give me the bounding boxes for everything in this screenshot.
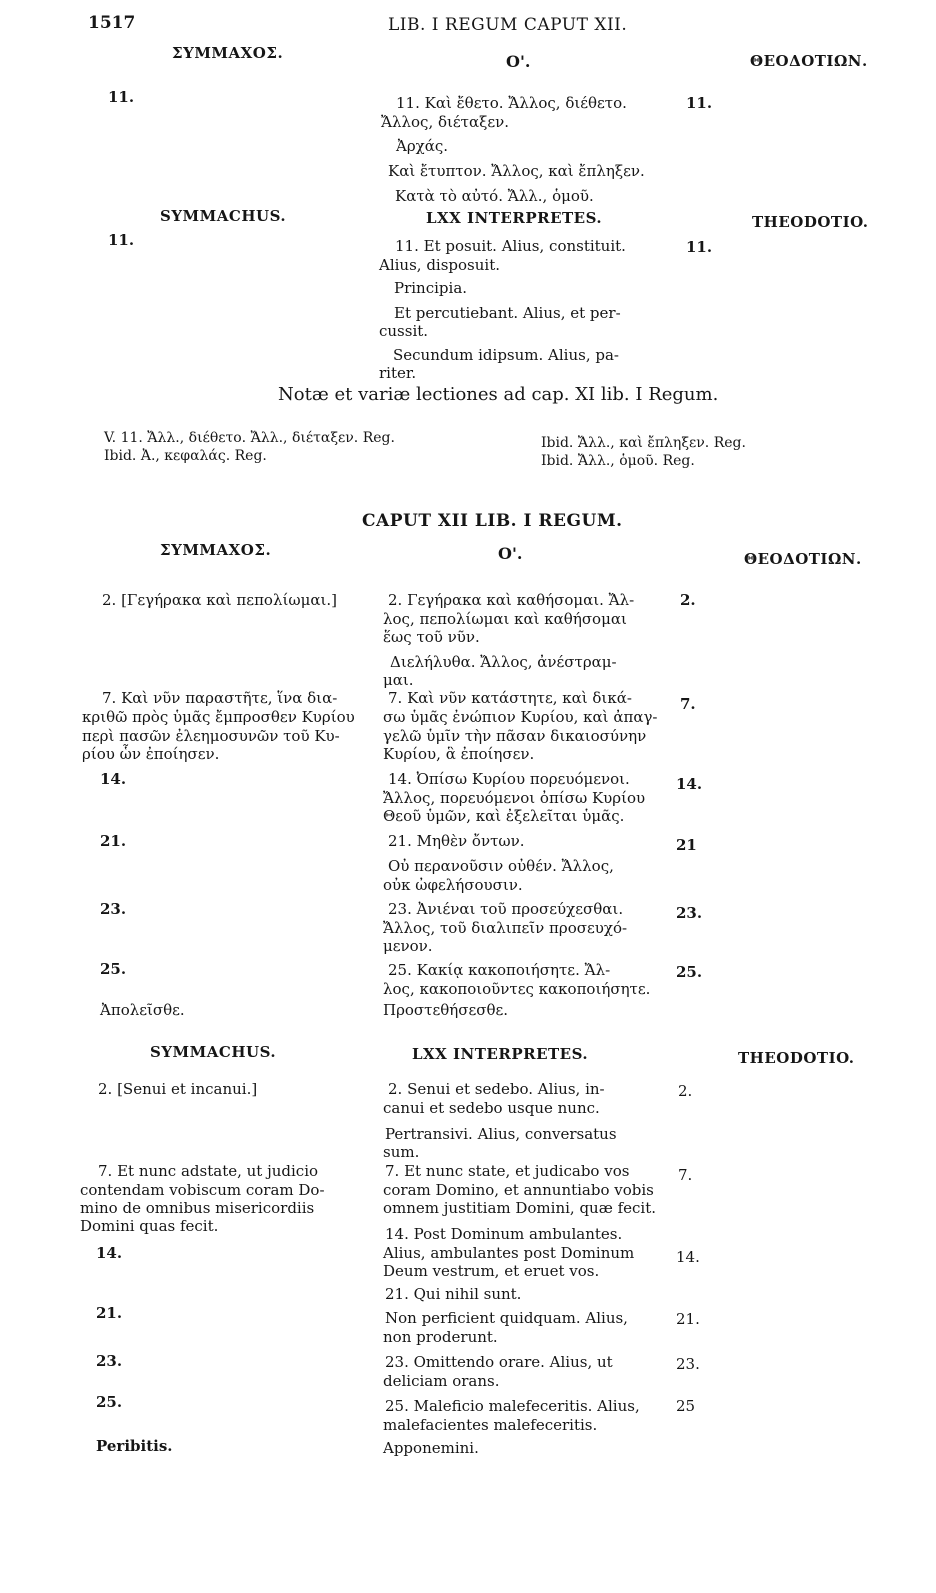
top-latin-line: Principia. [394,279,468,297]
ch-head-lxx-latin: LXX INTERPRETES. [412,1045,589,1063]
greek-sym-line: 7. Καὶ νῦν παραστῆτε, ἵνα δια- [102,689,338,707]
top-latin-sym-verse: 11. [108,231,135,249]
greek-theo-verse: 21 [676,836,697,854]
ch-head-theodotion-latin: THEODOTIO. [738,1049,855,1067]
ch-head-symmachus-latin: SYMMACHUS. [150,1043,277,1061]
ch-head-theodotion-greek: ΘΕΟΔΟΤΙΩΝ. [744,550,862,568]
greek-lxx-line: 23. Ἀνιέναι τοῦ προσεύχεσθαι. [388,900,624,918]
page-number: 1517 [88,13,136,33]
note-left-line: Ibid. Ἀ., κεφαλάς. Reg. [104,448,267,464]
greek-theo-verse: 25. [676,963,703,981]
greek-lxx-line: οὐκ ὠφελήσουσιν. [383,876,523,894]
note-right-line: Ibid. Ἄλλ., ὁμοῦ. Reg. [541,453,695,469]
latin-theo-verse: 23. [676,1355,700,1373]
top-greek-theo-verse: 11. [686,94,713,112]
latin-lxx-line: Pertransivi. Alius, conversatus [385,1125,617,1143]
latin-lxx-line: 14. Post Dominum ambulantes. [385,1225,623,1243]
latin-theo-verse: 14. [676,1248,700,1266]
greek-lxx-line: Ἄλλος, πορευόμενοι ὀπίσω Κυρίου [383,789,646,807]
notes-title: Notæ et variæ lectiones ad cap. XI lib. I Regum. [278,384,719,405]
greek-lxx-line: λος, πεπολίωμαι καὶ καθήσομαι [383,610,627,628]
greek-sym-verse: 21. [100,832,127,850]
greek-sym-verse: 14. [100,770,127,788]
latin-lxx-line: Alius, ambulantes post Dominum [383,1244,635,1262]
greek-lxx-line: 2. Γεγήρακα καὶ καθήσομαι. Ἄλ- [388,591,635,609]
greek-lxx-line: 25. Κακίᾳ κακοποιήσητε. Ἄλ- [388,961,611,979]
latin-lxx-line: Deum vestrum, et eruet vos. [383,1262,600,1280]
latin-theo-verse: 21. [676,1310,700,1328]
ch-head-lxx-greek: Ο'. [498,544,523,563]
latin-sym-line: contendam vobiscum coram Do- [80,1181,325,1199]
note-right-line: Ibid. Ἄλλ., καὶ ἔπληξεν. Reg. [541,435,746,451]
latin-lxx-line: 23. Omittendo orare. Alius, ut [385,1353,613,1371]
latin-lxx-line: 7. Et nunc state, et judicabo vos [385,1162,630,1180]
greek-sym-line: 2. [Γεγήρακα καὶ πεπολίωμαι.] [102,591,337,609]
latin-lxx-line: non proderunt. [383,1328,498,1346]
greek-lxx-line: 7. Καὶ νῦν κατάστητε, καὶ δικά- [388,689,632,707]
greek-theo-verse: 7. [680,695,696,713]
greek-sym-line: περὶ πασῶν ἐλεημοσυνῶν τοῦ Κυ- [82,727,340,745]
top-greek-line: 11. Καὶ ἔθετο. Ἄλλος, διέθετο. [396,94,627,112]
latin-sym-verse: 23. [96,1352,123,1370]
greek-lxx-line: Θεοῦ ὑμῶν, καὶ ἐξελεῖται ὑμᾶς. [383,807,625,825]
greek-lxx-line: Ἄλλος, τοῦ διαλιπεῖν προσευχό- [383,919,628,937]
greek-lxx-line: σω ὑμᾶς ἐνώπιον Κυρίου, καὶ ἀπαγ- [383,708,658,726]
top-latin-line: 11. Et posuit. Alius, constituit. [395,237,626,255]
top-head-theodotion-latin: THEODOTIO. [752,213,869,231]
top-latin-line: Secundum idipsum. Alius, pa- [393,346,619,364]
latin-lxx-line: deliciam orans. [383,1372,500,1390]
greek-theo-verse: 14. [676,775,703,793]
top-head-symmachus-latin: SYMMACHUS. [160,207,287,225]
top-greek-line: Ἄλλος, διέταξεν. [381,113,510,131]
top-greek-line: Καὶ ἔτυπτον. Ἄλλος, καὶ ἔπληξεν. [388,162,645,180]
greek-theo-verse: 2. [680,591,696,609]
latin-sym-verse: 14. [96,1244,123,1262]
top-latin-theo-verse: 11. [686,238,713,256]
greek-lxx-line: ἕως τοῦ νῦν. [383,628,480,646]
top-head-lxx-latin: LXX INTERPRETES. [426,209,603,227]
top-latin-line: Alius, disposuit. [379,256,501,274]
latin-lxx-line: omnem justitiam Domini, quæ fecit. [383,1199,657,1217]
greek-lxx-line: Κυρίου, ἃ ἐποίησεν. [383,745,535,763]
top-greek-line: Κατὰ τὸ αὐτό. Ἄλλ., ὁμοῦ. [395,187,594,205]
latin-theo-verse: 2. [678,1082,693,1100]
greek-lxx-line: μαι. [383,671,414,689]
greek-lxx-line: μενον. [383,937,433,955]
latin-sym-verse: 21. [96,1304,123,1322]
greek-sym-verse: 23. [100,900,127,918]
latin-theo-verse: 7. [678,1166,693,1184]
latin-theo-verse: 25 [676,1397,696,1415]
greek-lxx-line: Προστεθήσεσθε. [383,1001,509,1019]
latin-lxx-line: Non perficient quidquam. Alius, [385,1309,628,1327]
greek-lxx-line: γελῶ ὑμῖν τὴν πᾶσαν δικαιοσύνην [383,727,647,745]
latin-lxx-line: 25. Maleficio malefeceritis. Alius, [385,1397,640,1415]
greek-theo-verse: 23. [676,904,703,922]
latin-lxx-line: coram Domino, et annuntiabo vobis [383,1181,654,1199]
greek-sym-verse: 25. [100,960,127,978]
greek-sym-line: Ἀπολεῖσθε. [100,1001,185,1019]
latin-lxx-line: 21. Qui nihil sunt. [385,1285,522,1303]
top-latin-line: riter. [379,364,417,382]
running-head: LIB. I REGUM CAPUT XII. [388,15,628,35]
latin-sym-line: 7. Et nunc adstate, ut judicio [98,1162,319,1180]
latin-sym-line: Peribitis. [96,1437,173,1455]
latin-lxx-line: sum. [383,1143,420,1161]
top-greek-sym-verse: 11. [108,88,135,106]
chapter-title: CAPUT XII LIB. I REGUM. [362,511,623,531]
note-left-line: V. 11. Ἄλλ., διέθετο. Ἄλλ., διέταξεν. Reg. [104,430,395,446]
latin-sym-line: 2. [Senui et incanui.] [98,1080,258,1098]
greek-lxx-line: 21. Μηθὲν ὄντων. [388,832,525,850]
latin-lxx-line: malefacientes malefeceritis. [383,1416,598,1434]
greek-lxx-line: Διελήλυθα. Ἄλλος, ἀνέστραμ- [390,653,617,671]
ch-head-symmachus-greek: ΣΥΜΜΑΧΟΣ. [160,541,272,559]
latin-lxx-line: 2. Senui et sedebo. Alius, in- [388,1080,605,1098]
top-latin-line: Et percutiebant. Alius, et per- [394,304,621,322]
greek-sym-line: ρίου ὧν ἐποίησεν. [82,745,220,763]
greek-lxx-line: Οὐ περανοῦσιν οὐθέν. Ἄλλος, [388,857,614,875]
top-head-lxx-greek: Ο'. [506,52,531,71]
top-head-symmachus-greek: ΣΥΜΜΑΧΟΣ. [172,44,284,62]
top-latin-line: cussit. [379,322,429,340]
latin-sym-verse: 25. [96,1393,123,1411]
latin-lxx-line: Apponemini. [383,1439,479,1457]
latin-sym-line: Domini quas fecit. [80,1217,219,1235]
greek-lxx-line: λος, κακοποιοῦντες κακοποιήσητε. [383,980,651,998]
greek-lxx-line: 14. Ὀπίσω Κυρίου πορευόμενοι. [388,770,630,788]
latin-lxx-line: canui et sedebo usque nunc. [383,1099,600,1117]
top-head-theodotion-greek: ΘΕΟΔΟΤΙΩΝ. [750,52,868,70]
greek-sym-line: κριθῶ πρὸς ὑμᾶς ἔμπροσθεν Κυρίου [82,708,355,726]
latin-sym-line: mino de omnibus misericordiis [80,1199,315,1217]
top-greek-line: Ἀρχάς. [396,137,449,155]
